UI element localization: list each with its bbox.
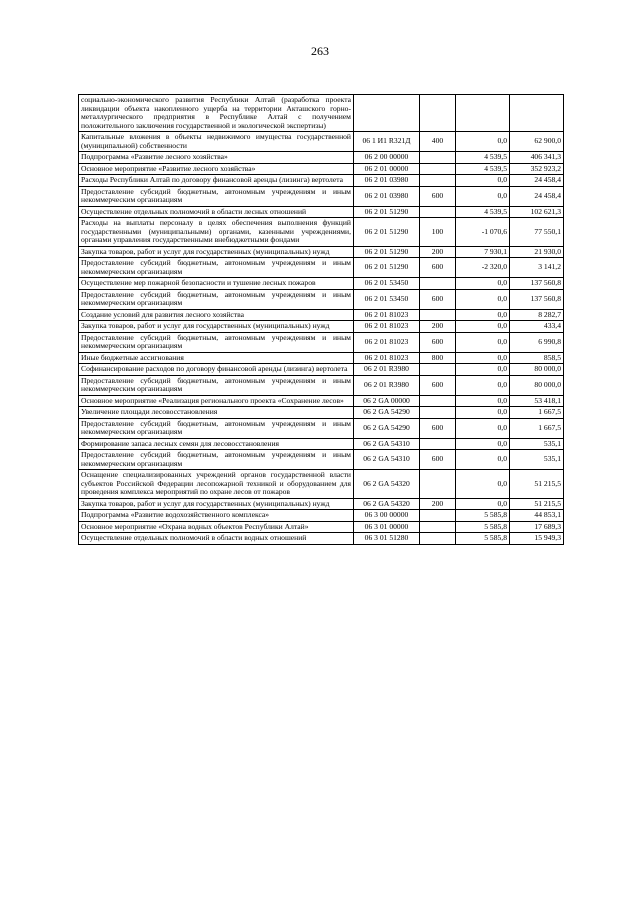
table-row bbox=[79, 132, 564, 152]
amount-total-cell: 44 853,1 bbox=[510, 510, 564, 522]
expense-type-cell: 200 bbox=[420, 498, 456, 510]
item-name-cell: Осуществление мер пожарной безопасности и тушение лесных пожаров bbox=[79, 278, 354, 290]
amount-total-cell: 51 215,5 bbox=[510, 470, 564, 499]
amount-total-cell: 8 282,7 bbox=[510, 309, 564, 321]
expense-type-cell: 600 bbox=[420, 418, 456, 438]
target-code-cell: 06 2 GA 54320 bbox=[354, 498, 420, 510]
table-row bbox=[79, 163, 564, 175]
item-name-cell: Создание условий для развития лесного хозяйства bbox=[79, 309, 354, 321]
amount-change-cell: 5 585,8 bbox=[456, 510, 510, 522]
table-row bbox=[79, 152, 564, 164]
expense-type-cell bbox=[420, 438, 456, 450]
item-name-cell: Закупка товаров, работ и услуг для государственных (муниципальных) нужд bbox=[79, 246, 354, 258]
table-row bbox=[79, 175, 564, 187]
target-code-cell: 06 2 01 53450 bbox=[354, 289, 420, 309]
amount-total-cell: 6 990,8 bbox=[510, 332, 564, 352]
table-row bbox=[79, 521, 564, 533]
item-name-cell: Иные бюджетные ассигнования bbox=[79, 352, 354, 364]
amount-change-cell: 5 585,8 bbox=[456, 521, 510, 533]
item-name-cell: Осуществление отдельных полномочий в области лесных отношений bbox=[79, 206, 354, 218]
amount-total-cell: 858,5 bbox=[510, 352, 564, 364]
item-name-cell: Подпрограмма «Развитие водохозяйственного комплекса» bbox=[79, 510, 354, 522]
item-name-cell: Предоставление субсидий бюджетным, автономным учреждениям и иным некоммерческим организациям bbox=[79, 418, 354, 438]
expense-type-cell bbox=[420, 163, 456, 175]
target-code-cell: 06 2 01 81023 bbox=[354, 352, 420, 364]
amount-change-cell: 0,0 bbox=[456, 289, 510, 309]
expense-type-cell bbox=[420, 278, 456, 290]
amount-total-cell: 15 949,3 bbox=[510, 533, 564, 545]
item-name-cell: социально-экономического развития Республики Алтай (разработка проекта ликвидации объекта накопленного ущерба на территории Акташского горно-металлургического предприятия в Республике Алтай с получением положительного заключения государственной и экологической экспертизы) bbox=[79, 95, 354, 132]
expense-type-cell bbox=[420, 95, 456, 132]
target-code-cell: 06 2 01 00000 bbox=[354, 163, 420, 175]
amount-change-cell: 0,0 bbox=[456, 407, 510, 419]
target-code-cell: 06 2 01 03980 bbox=[354, 175, 420, 187]
amount-total-cell: 80 000,0 bbox=[510, 375, 564, 395]
item-name-cell: Предоставление субсидий бюджетным, автономным учреждениям и иным некоммерческим организациям bbox=[79, 258, 354, 278]
target-code-cell: 06 2 01 53450 bbox=[354, 278, 420, 290]
target-code-cell: 06 2 01 51290 bbox=[354, 218, 420, 247]
expense-type-cell bbox=[420, 407, 456, 419]
item-name-cell: Предоставление субсидий бюджетным, автономным учреждениям и иным некоммерческим организациям bbox=[79, 375, 354, 395]
amount-change-cell: -1 070,6 bbox=[456, 218, 510, 247]
amount-total-cell: 137 560,8 bbox=[510, 289, 564, 309]
amount-change-cell: 0,0 bbox=[456, 278, 510, 290]
amount-change-cell: 5 585,8 bbox=[456, 533, 510, 545]
amount-change-cell: 0,0 bbox=[456, 132, 510, 152]
amount-total-cell: 51 215,5 bbox=[510, 498, 564, 510]
target-code-cell: 06 2 01 R3980 bbox=[354, 364, 420, 376]
table-row bbox=[79, 289, 564, 309]
target-code-cell: 06 2 01 03980 bbox=[354, 186, 420, 206]
expense-type-cell bbox=[420, 309, 456, 321]
expense-type-cell bbox=[420, 206, 456, 218]
expense-type-cell bbox=[420, 364, 456, 376]
item-name-cell: Формирование запаса лесных семян для лесовосстановления bbox=[79, 438, 354, 450]
budget-table-body bbox=[79, 95, 564, 545]
amount-change-cell: -2 320,0 bbox=[456, 258, 510, 278]
table-row bbox=[79, 95, 564, 132]
target-code-cell: 06 3 00 00000 bbox=[354, 510, 420, 522]
table-row bbox=[79, 375, 564, 395]
amount-total-cell: 77 550,1 bbox=[510, 218, 564, 247]
expense-type-cell bbox=[420, 533, 456, 545]
item-name-cell: Софинансирование расходов по договору финансовой аренды (лизинга) вертолета bbox=[79, 364, 354, 376]
item-name-cell: Предоставление субсидий бюджетным, автономным учреждениям и иным некоммерческим организациям bbox=[79, 450, 354, 470]
amount-change-cell: 0,0 bbox=[456, 418, 510, 438]
table-row bbox=[79, 418, 564, 438]
amount-change-cell: 0,0 bbox=[456, 450, 510, 470]
amount-total-cell: 433,4 bbox=[510, 321, 564, 333]
amount-total-cell: 21 930,0 bbox=[510, 246, 564, 258]
item-name-cell: Основное мероприятие «Развитие лесного хозяйства» bbox=[79, 163, 354, 175]
amount-total-cell: 24 458,4 bbox=[510, 186, 564, 206]
table-row bbox=[79, 218, 564, 247]
amount-change-cell: 4 539,5 bbox=[456, 163, 510, 175]
target-code-cell: 06 2 00 00000 bbox=[354, 152, 420, 164]
target-code-cell: 06 2 GA 54290 bbox=[354, 407, 420, 419]
expense-type-cell: 600 bbox=[420, 289, 456, 309]
target-code-cell: 06 2 GA 54320 bbox=[354, 470, 420, 499]
item-name-cell: Осуществление отдельных полномочий в области водных отношений bbox=[79, 533, 354, 545]
table-row bbox=[79, 438, 564, 450]
expense-type-cell: 600 bbox=[420, 186, 456, 206]
expense-type-cell: 200 bbox=[420, 321, 456, 333]
amount-change-cell: 0,0 bbox=[456, 352, 510, 364]
expense-type-cell bbox=[420, 152, 456, 164]
table-row bbox=[79, 450, 564, 470]
amount-change-cell: 0,0 bbox=[456, 470, 510, 499]
expense-type-cell: 600 bbox=[420, 332, 456, 352]
expense-type-cell bbox=[420, 510, 456, 522]
expense-type-cell: 800 bbox=[420, 352, 456, 364]
amount-total-cell: 1 667,5 bbox=[510, 418, 564, 438]
amount-total-cell: 53 418,1 bbox=[510, 395, 564, 407]
amount-total-cell: 406 341,3 bbox=[510, 152, 564, 164]
amount-total-cell: 102 621,3 bbox=[510, 206, 564, 218]
table-row bbox=[79, 352, 564, 364]
item-name-cell: Капитальные вложения в объекты недвижимого имущества государственной (муниципальной) собственности bbox=[79, 132, 354, 152]
amount-change-cell: 0,0 bbox=[456, 364, 510, 376]
table-row bbox=[79, 246, 564, 258]
item-name-cell: Расходы на выплаты персоналу в целях обеспечения выполнения функций государственными (муниципальными) органами, казенными учреждениями, органами управления государственными внебюджетными фондами bbox=[79, 218, 354, 247]
table-row bbox=[79, 278, 564, 290]
target-code-cell: 06 2 01 51290 bbox=[354, 246, 420, 258]
target-code-cell: 06 1 И1 R321Д bbox=[354, 132, 420, 152]
amount-total-cell: 352 923,2 bbox=[510, 163, 564, 175]
amount-total-cell: 62 900,0 bbox=[510, 132, 564, 152]
amount-total-cell: 17 689,3 bbox=[510, 521, 564, 533]
amount-change-cell: 4 539,5 bbox=[456, 206, 510, 218]
item-name-cell: Подпрограмма «Развитие лесного хозяйства» bbox=[79, 152, 354, 164]
expense-type-cell: 200 bbox=[420, 246, 456, 258]
target-code-cell: 06 3 01 00000 bbox=[354, 521, 420, 533]
table-row bbox=[79, 332, 564, 352]
target-code-cell: 06 2 GA 54310 bbox=[354, 450, 420, 470]
amount-total-cell: 535,1 bbox=[510, 450, 564, 470]
target-code-cell: 06 2 01 81023 bbox=[354, 332, 420, 352]
item-name-cell: Предоставление субсидий бюджетным, автономным учреждениям и иным некоммерческим организациям bbox=[79, 332, 354, 352]
table-row bbox=[79, 498, 564, 510]
expense-type-cell: 100 bbox=[420, 218, 456, 247]
page-number: 263 bbox=[311, 44, 329, 58]
table-row bbox=[79, 309, 564, 321]
item-name-cell: Основное мероприятие «Охрана водных объектов Республики Алтай» bbox=[79, 521, 354, 533]
target-code-cell: 06 2 01 R3980 bbox=[354, 375, 420, 395]
budget-table bbox=[78, 94, 564, 545]
table-row bbox=[79, 186, 564, 206]
amount-total-cell: 24 458,4 bbox=[510, 175, 564, 187]
amount-change-cell: 0,0 bbox=[456, 309, 510, 321]
target-code-cell: 06 2 01 51290 bbox=[354, 206, 420, 218]
amount-total-cell: 535,1 bbox=[510, 438, 564, 450]
target-code-cell bbox=[354, 95, 420, 132]
item-name-cell: Закупка товаров, работ и услуг для государственных (муниципальных) нужд bbox=[79, 498, 354, 510]
item-name-cell: Предоставление субсидий бюджетным, автономным учреждениям и иным некоммерческим организациям bbox=[79, 186, 354, 206]
item-name-cell: Увеличение площади лесовосстановления bbox=[79, 407, 354, 419]
target-code-cell: 06 2 GA 54310 bbox=[354, 438, 420, 450]
amount-change-cell: 0,0 bbox=[456, 395, 510, 407]
expense-type-cell: 400 bbox=[420, 132, 456, 152]
amount-total-cell bbox=[510, 95, 564, 132]
expense-type-cell: 600 bbox=[420, 450, 456, 470]
expense-type-cell bbox=[420, 470, 456, 499]
amount-change-cell: 0,0 bbox=[456, 175, 510, 187]
amount-change-cell bbox=[456, 95, 510, 132]
table-row bbox=[79, 206, 564, 218]
table-row bbox=[79, 510, 564, 522]
target-code-cell: 06 2 GA 54290 bbox=[354, 418, 420, 438]
target-code-cell: 06 2 01 81023 bbox=[354, 309, 420, 321]
target-code-cell: 06 2 01 51290 bbox=[354, 258, 420, 278]
table-row bbox=[79, 258, 564, 278]
amount-change-cell: 0,0 bbox=[456, 438, 510, 450]
amount-change-cell: 0,0 bbox=[456, 332, 510, 352]
amount-total-cell: 1 667,5 bbox=[510, 407, 564, 419]
table-row bbox=[79, 395, 564, 407]
expense-type-cell bbox=[420, 521, 456, 533]
table-row bbox=[79, 407, 564, 419]
amount-change-cell: 4 539,5 bbox=[456, 152, 510, 164]
amount-total-cell: 137 560,8 bbox=[510, 278, 564, 290]
expense-type-cell bbox=[420, 175, 456, 187]
item-name-cell: Основное мероприятие «Реализация регионального проекта «Сохранение лесов» bbox=[79, 395, 354, 407]
amount-change-cell: 0,0 bbox=[456, 321, 510, 333]
amount-total-cell: 80 000,0 bbox=[510, 364, 564, 376]
amount-change-cell: 0,0 bbox=[456, 186, 510, 206]
amount-change-cell: 0,0 bbox=[456, 375, 510, 395]
expense-type-cell: 600 bbox=[420, 375, 456, 395]
target-code-cell: 06 3 01 51280 bbox=[354, 533, 420, 545]
table-row bbox=[79, 470, 564, 499]
item-name-cell: Предоставление субсидий бюджетным, автономным учреждениям и иным некоммерческим организациям bbox=[79, 289, 354, 309]
expense-type-cell bbox=[420, 395, 456, 407]
target-code-cell: 06 2 GA 00000 bbox=[354, 395, 420, 407]
item-name-cell: Расходы Республики Алтай по договору финансовой аренды (лизинга) вертолета bbox=[79, 175, 354, 187]
table-row bbox=[79, 533, 564, 545]
expense-type-cell: 600 bbox=[420, 258, 456, 278]
amount-total-cell: 3 141,2 bbox=[510, 258, 564, 278]
target-code-cell: 06 2 01 81023 bbox=[354, 321, 420, 333]
item-name-cell: Оснащение специализированных учреждений органов государственной власти субъектов Российской Федерации лесопожарной техникой и оборудованием для проведения комплекса мероприятий по охране лесов от пожаров bbox=[79, 470, 354, 499]
item-name-cell: Закупка товаров, работ и услуг для государственных (муниципальных) нужд bbox=[79, 321, 354, 333]
table-row bbox=[79, 364, 564, 376]
amount-change-cell: 0,0 bbox=[456, 498, 510, 510]
amount-change-cell: 7 930,1 bbox=[456, 246, 510, 258]
table-row bbox=[79, 321, 564, 333]
